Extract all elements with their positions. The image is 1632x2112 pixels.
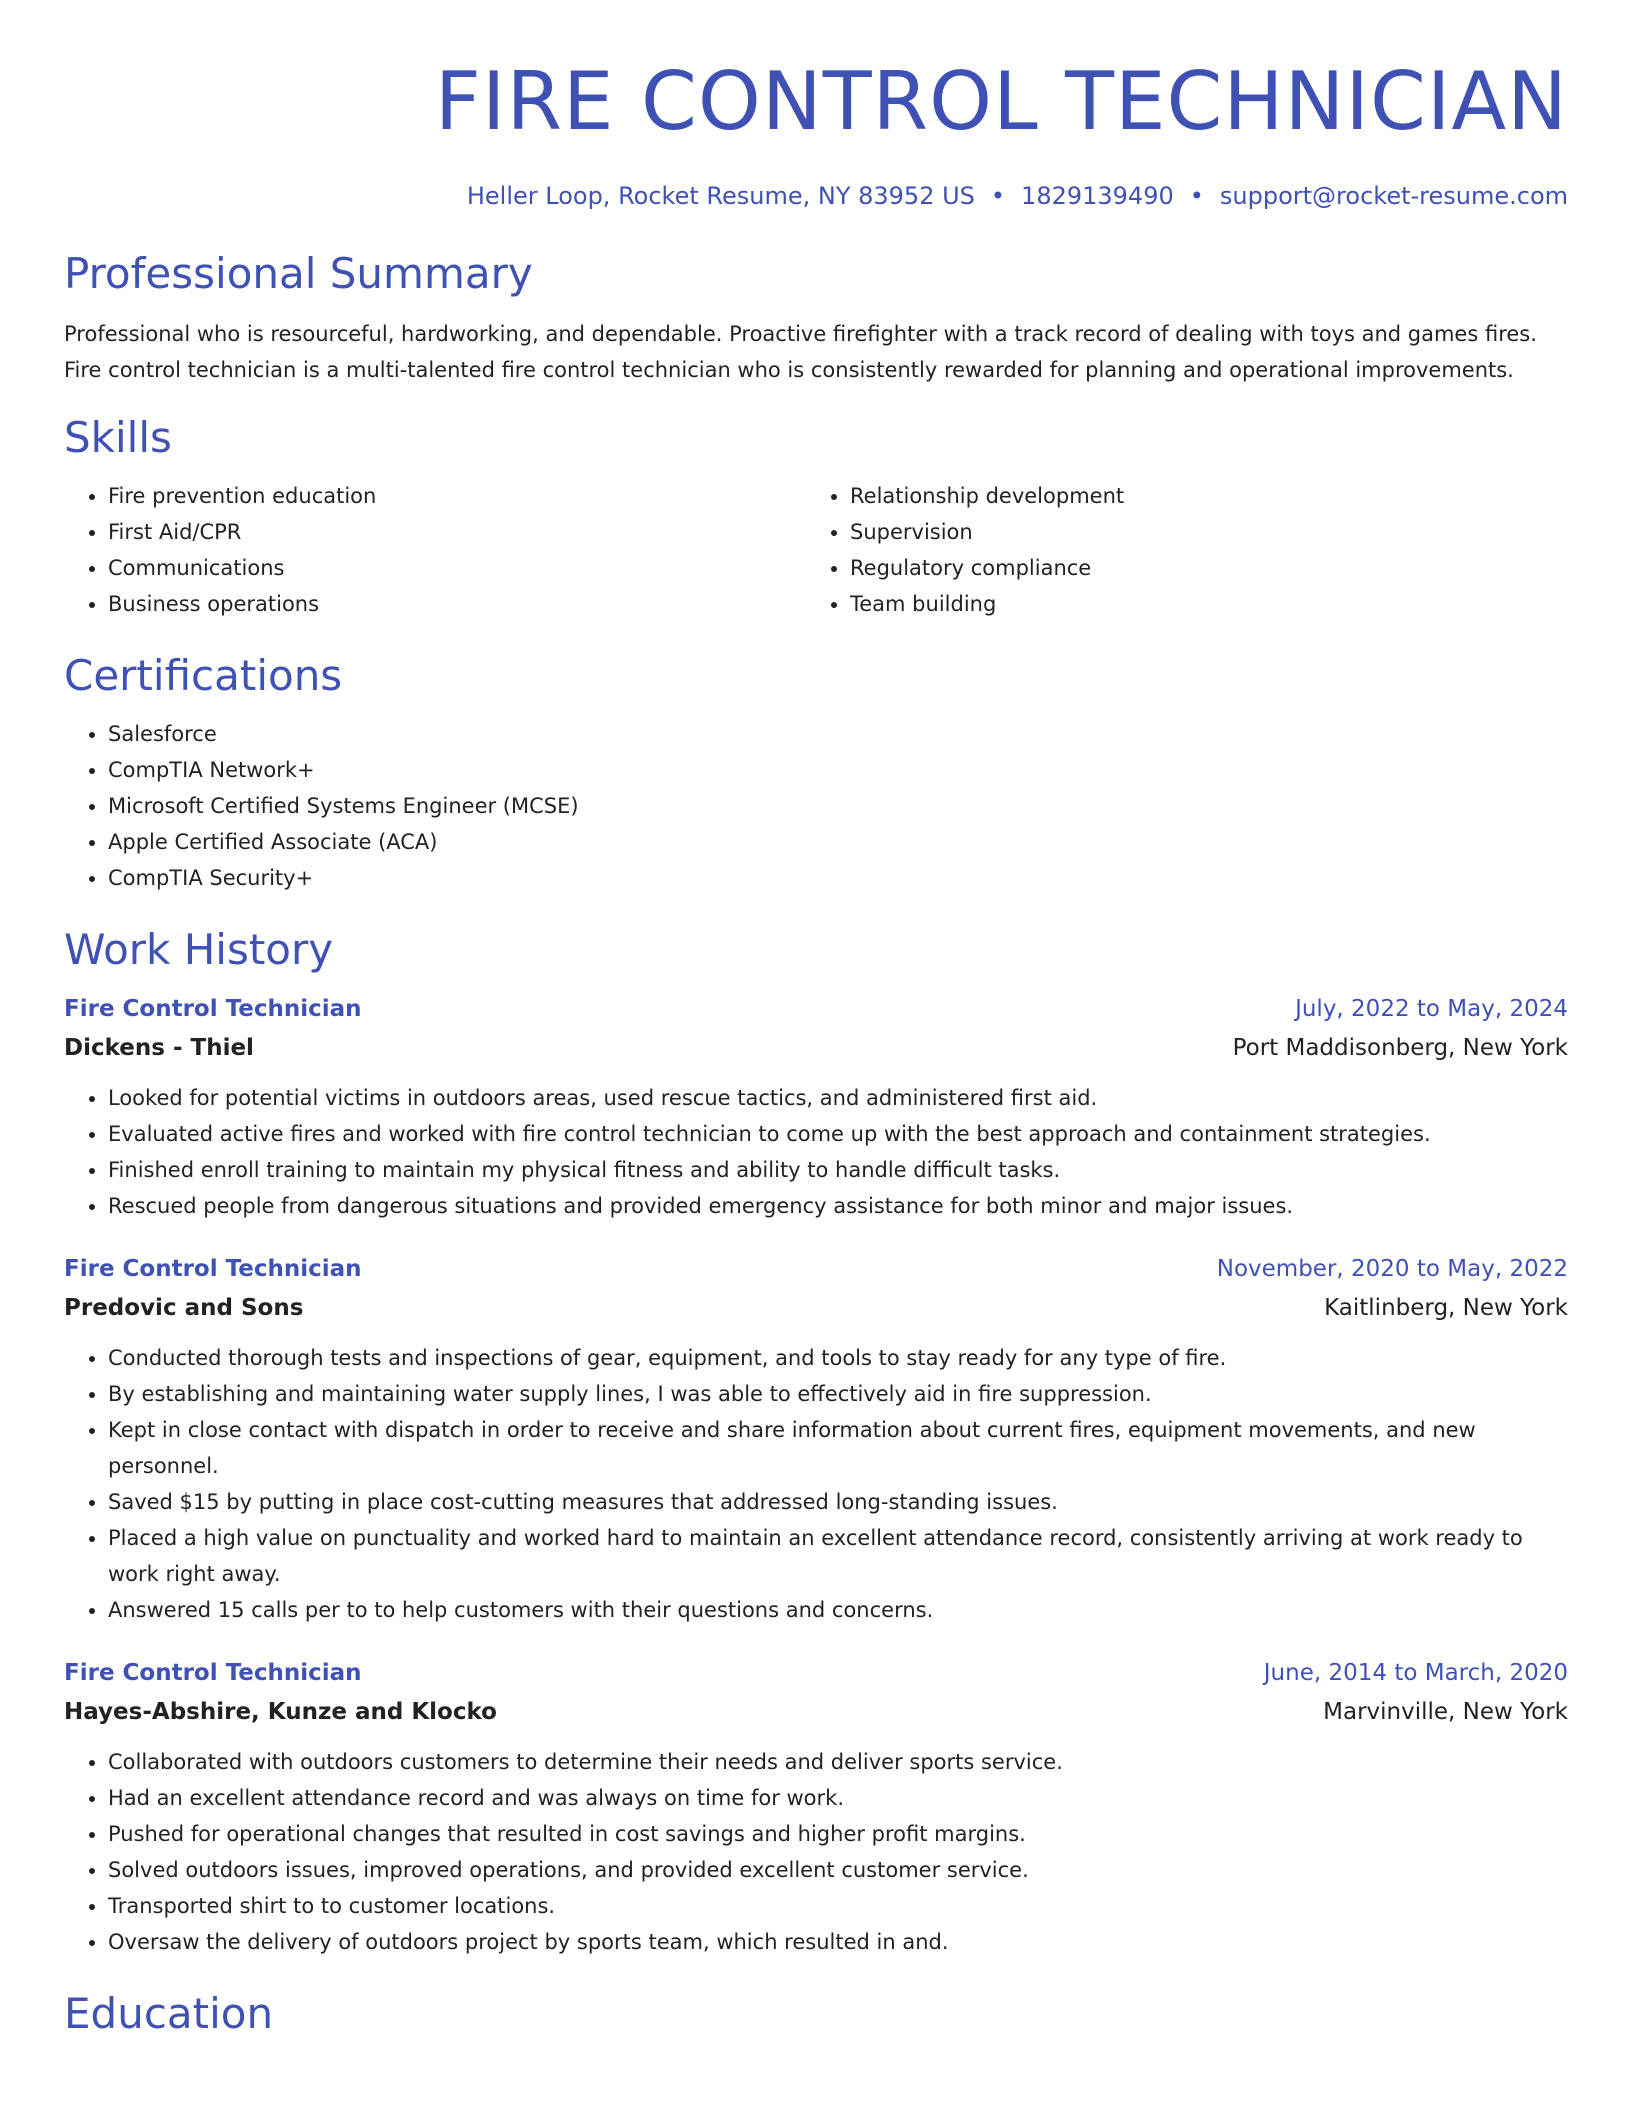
work-history-section xyxy=(64,924,1568,1960)
job-title: Fire Control Technician xyxy=(64,996,362,1022)
job-bullet: • Looked for potential victims in outdoors areas, used rescue tactics, and administered first aid. xyxy=(108,1080,1568,1116)
education-section xyxy=(64,1988,1568,2040)
education-heading: Education xyxy=(64,1989,274,2038)
job-bullets xyxy=(64,1080,1568,1224)
job-bullet: • Evaluated active fires and worked with fire control technician to come up with the best approach and containment strategies. xyxy=(108,1116,1568,1152)
job-company: Hayes-Abshire, Kunze and Klocko xyxy=(64,1699,497,1725)
certification-item: • Salesforce xyxy=(108,716,1568,752)
job-location: Port Maddisonberg, New York xyxy=(1232,1035,1568,1061)
job-company-row xyxy=(64,1692,1568,1732)
certification-item: • CompTIA Security+ xyxy=(108,860,1568,896)
job-bullets xyxy=(64,1340,1568,1628)
skill-item: • Communications xyxy=(108,550,806,586)
job-company: Predovic and Sons xyxy=(64,1295,304,1321)
job-bullet: • Solved outdoors issues, improved operations, and provided excellent customer service. xyxy=(108,1852,1568,1888)
certifications-heading: Certifications xyxy=(64,651,343,700)
contact-separator: • xyxy=(1189,182,1204,210)
job-bullet: • Collaborated with outdoors customers to determine their needs and deliver sports service. xyxy=(108,1744,1568,1780)
job-title-row xyxy=(64,990,1568,1028)
candidate-name: FIRE CONTROL TECHNICIAN xyxy=(434,55,1568,148)
contact-separator: • xyxy=(990,182,1006,210)
skill-item: • Business operations xyxy=(108,586,806,622)
job-bullet: • Rescued people from dangerous situations and provided emergency assistance for both minor and major issues. xyxy=(108,1188,1568,1224)
job-location: Marvinville, New York xyxy=(1323,1699,1568,1725)
skills-heading: Skills xyxy=(64,413,172,462)
job-bullet: • Transported shirt to to customer locations. xyxy=(108,1888,1568,1924)
job-title: Fire Control Technician xyxy=(64,1256,362,1282)
skills-section xyxy=(64,412,1568,622)
job-company-row xyxy=(64,1028,1568,1068)
job-dates: November, 2020 to May, 2022 xyxy=(1216,1256,1568,1282)
job-location: Kaitlinberg, New York xyxy=(1324,1295,1568,1321)
job-bullet: • Placed a high value on punctuality and worked hard to maintain an excellent attendance record, consistently arriving at work ready to work right away. xyxy=(108,1520,1568,1592)
job-dates: June, 2014 to March, 2020 xyxy=(1263,1660,1568,1686)
certification-item: • CompTIA Network+ xyxy=(108,752,1568,788)
skill-item: • Team building xyxy=(850,586,1548,622)
skills-list-right xyxy=(806,478,1548,622)
job-bullet: • Finished enroll training to maintain my physical fitness and ability to handle difficult tasks. xyxy=(108,1152,1568,1188)
skill-item: • Supervision xyxy=(850,514,1548,550)
job-bullet: • Answered 15 calls per to to help customers with their questions and concerns. xyxy=(108,1592,1568,1628)
job-bullet: • Had an excellent attendance record and was always on time for work. xyxy=(108,1780,1568,1816)
job-entry xyxy=(64,1250,1568,1628)
skill-item: • Regulatory compliance xyxy=(850,550,1548,586)
skills-column-left xyxy=(64,478,806,622)
job-company-row xyxy=(64,1288,1568,1328)
skill-item: • Fire prevention education xyxy=(108,478,806,514)
skill-item: • Relationship development xyxy=(850,478,1548,514)
resume-page xyxy=(64,0,1568,2040)
job-title-row xyxy=(64,1250,1568,1288)
summary-heading: Professional Summary xyxy=(64,249,533,298)
contact-address: Heller Loop, Rocket Resume, NY 83952 US xyxy=(466,182,975,210)
job-bullet: • Oversaw the delivery of outdoors project by sports team, which resulted in and. xyxy=(108,1924,1568,1960)
contact-email[interactable]: support@rocket-resume.com xyxy=(1219,182,1568,210)
job-bullet: • Pushed for operational changes that resulted in cost savings and higher profit margins. xyxy=(108,1816,1568,1852)
job-bullet: • Conducted thorough tests and inspections of gear, equipment, and tools to stay ready for any type of fire. xyxy=(108,1340,1568,1376)
job-bullet: • Kept in close contact with dispatch in order to receive and share information about current fires, equipment movements, and new personnel. xyxy=(108,1412,1568,1484)
skills-grid xyxy=(64,478,1568,622)
skills-column-right xyxy=(806,478,1548,622)
certification-item: • Microsoft Certified Systems Engineer (MCSE) xyxy=(108,788,1568,824)
job-entry xyxy=(64,990,1568,1224)
job-bullet: • By establishing and maintaining water supply lines, I was able to effectively aid in fire suppression. xyxy=(108,1376,1568,1412)
job-dates: July, 2022 to May, 2024 xyxy=(1295,996,1568,1022)
certification-item: • Apple Certified Associate (ACA) xyxy=(108,824,1568,860)
skills-list-left xyxy=(64,478,806,622)
summary-text: Professional who is resourceful, hardworking, and dependable. Proactive firefighter with a track record of dealing with toys and games fires. Fire control technician is a multi-talented fire control technician who is consistently rewarded for planning and operational improvements. xyxy=(64,322,1537,382)
certifications-list xyxy=(64,716,1568,896)
skill-item: • First Aid/CPR xyxy=(108,514,806,550)
work-history-heading: Work History xyxy=(64,925,334,974)
job-title-row xyxy=(64,1654,1568,1692)
contact-phone: 1829139490 xyxy=(1021,182,1174,210)
certifications-section xyxy=(64,650,1568,896)
job-bullet: • Saved $15 by putting in place cost-cutting measures that addressed long-standing issues. xyxy=(108,1484,1568,1520)
contact-line xyxy=(64,180,1568,212)
job-entry xyxy=(64,1654,1568,1960)
job-title: Fire Control Technician xyxy=(64,1660,362,1686)
job-company: Dickens - Thiel xyxy=(64,1035,254,1061)
job-bullets xyxy=(64,1744,1568,1960)
summary-section xyxy=(64,248,1568,388)
